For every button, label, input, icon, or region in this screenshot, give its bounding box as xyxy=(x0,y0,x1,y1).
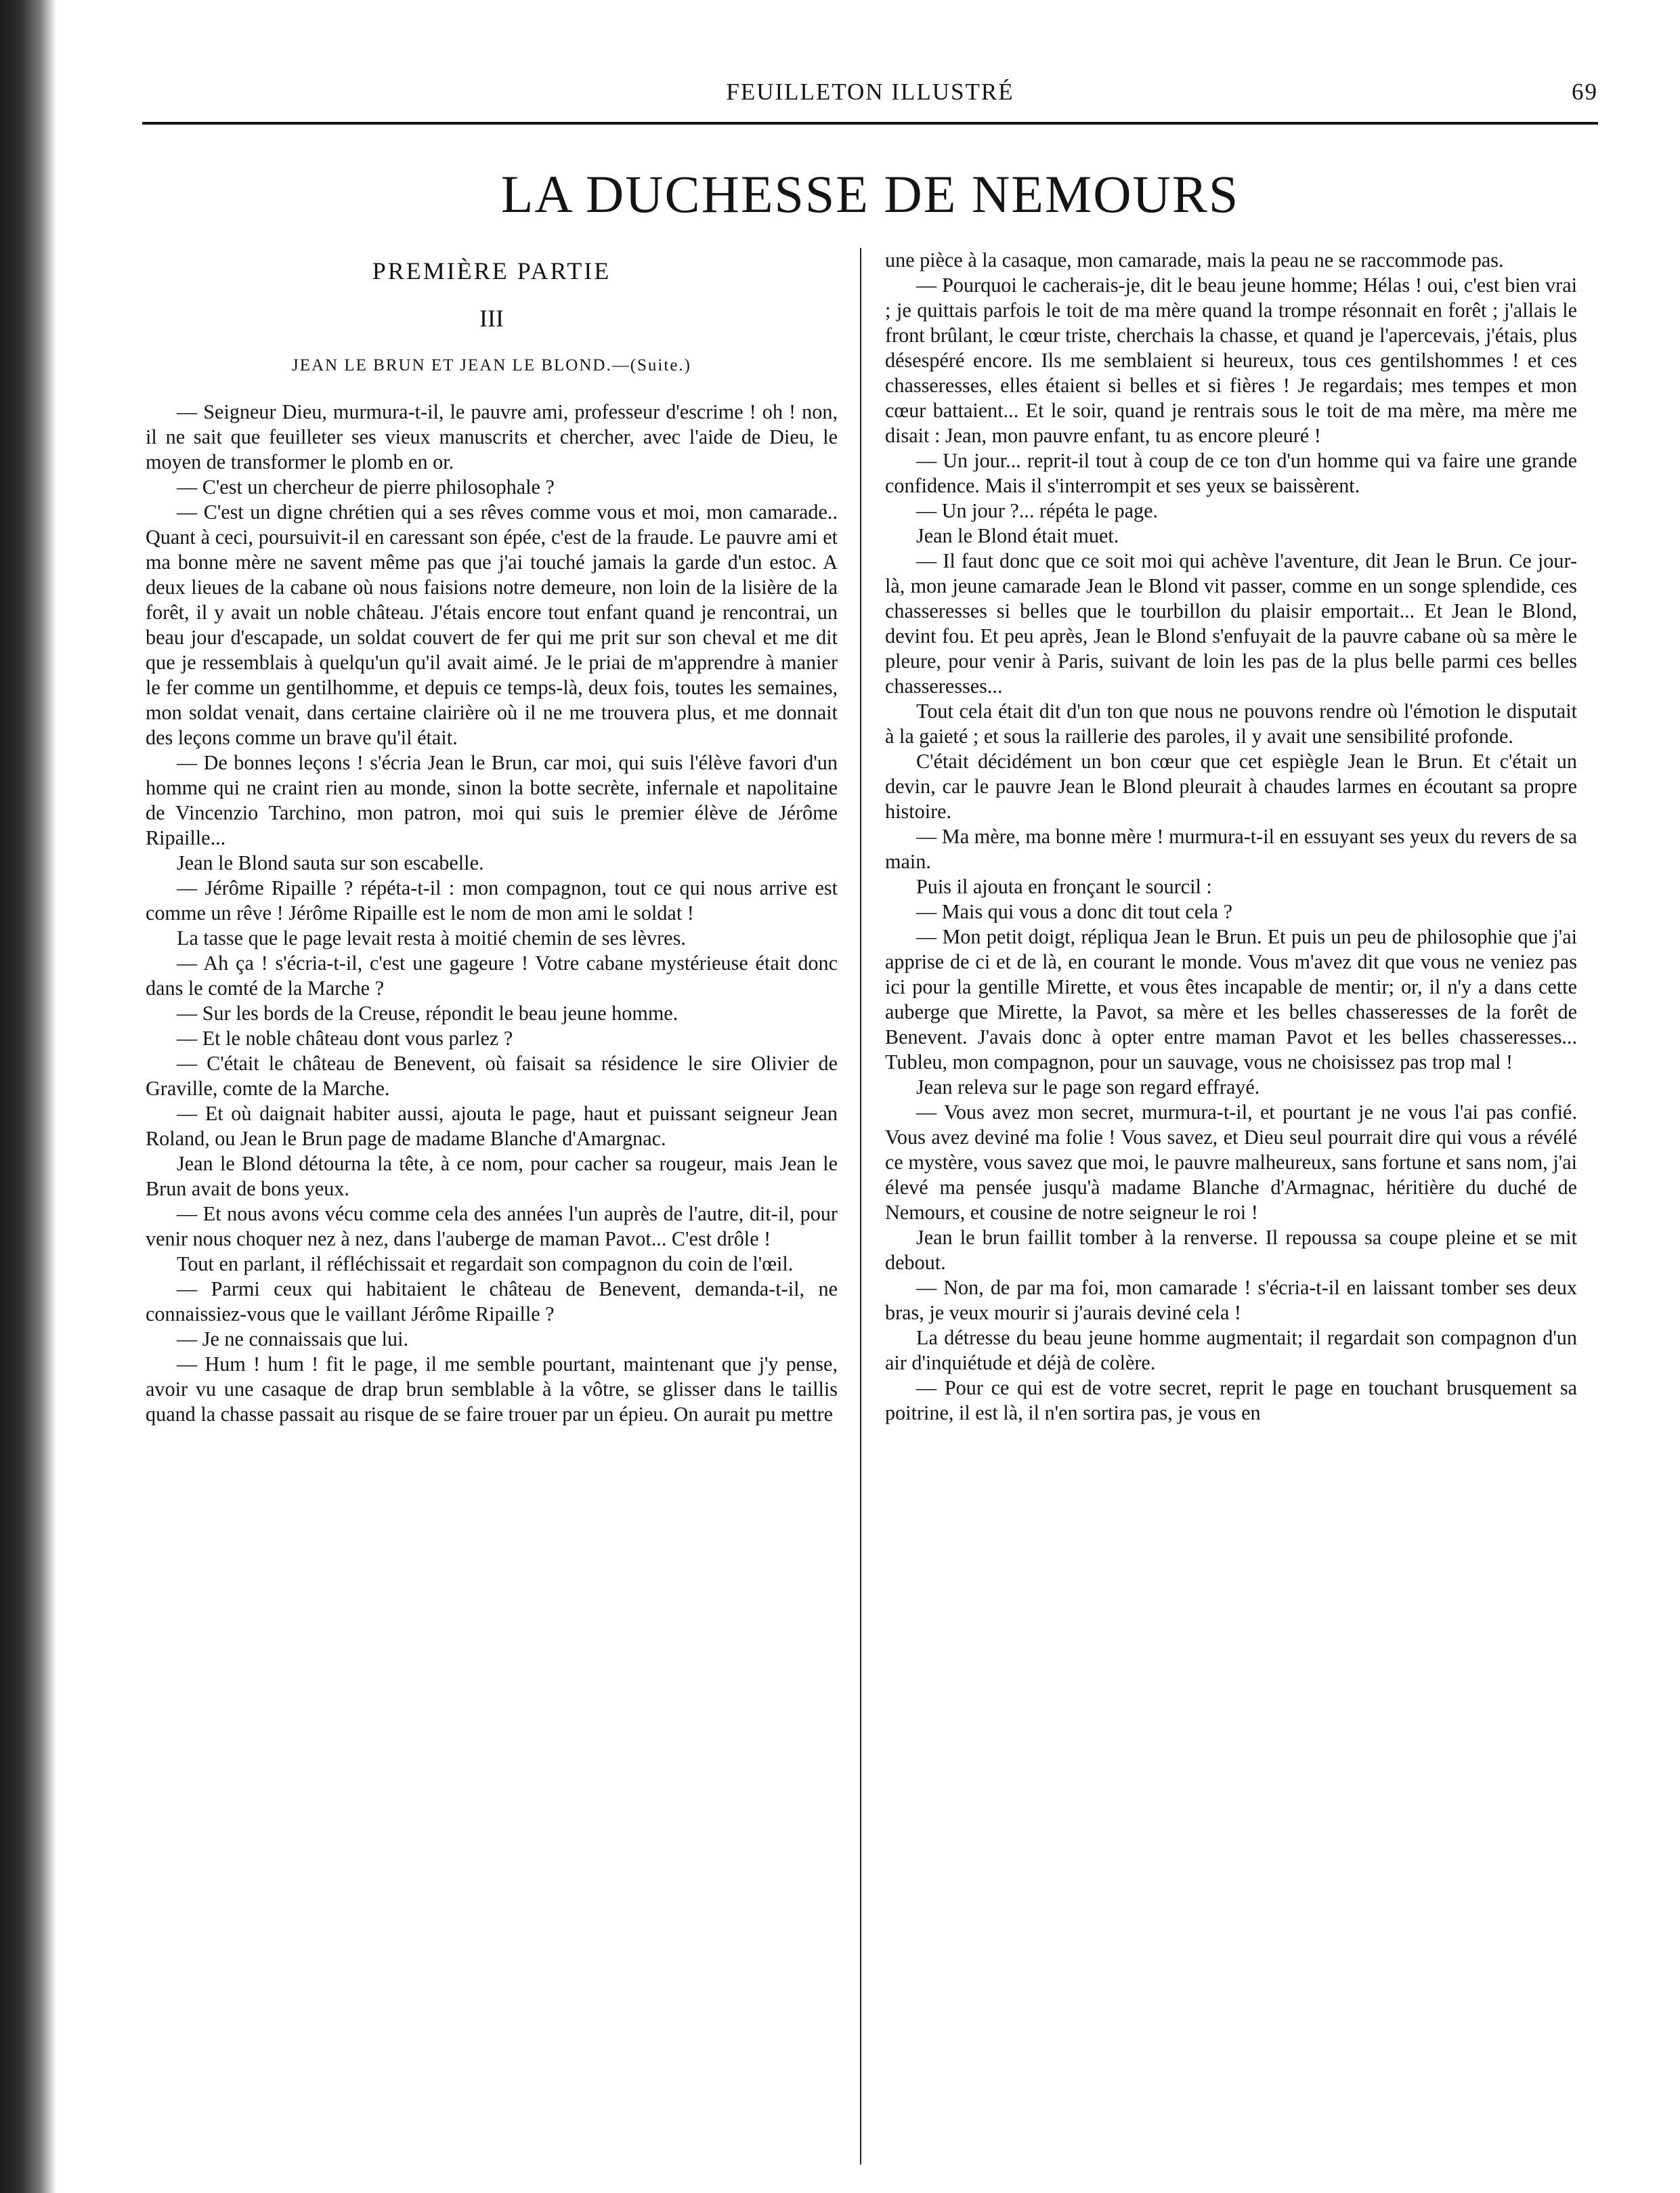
paragraph: — Parmi ceux qui habitaient le château de Benevent, demanda-t-il, ne connaissiez-vous que le vaillant Jérôme Ripaille ? xyxy=(146,1277,838,1325)
paragraph: La détresse du beau jeune homme augmentait; il regardait son compagnon d'un air d'inquiétude et déjà de colère. xyxy=(885,1326,1577,1374)
paragraph: Jean le Blond détourna la tête, à ce nom, pour cacher sa rougeur, mais Jean le Brun avait de bons yeux. xyxy=(146,1152,838,1200)
chapter-subtitle: JEAN LE BRUN ET JEAN LE BLOND.—(Suite.) xyxy=(292,356,691,375)
paragraph: — Pour ce qui est de votre secret, reprit le page en touchant brusquement sa poitrine, il est là, il n'en sortira pas, je vous en xyxy=(885,1376,1577,1424)
paragraph: — Non, de par ma foi, mon camarade ! s'écria-t-il en laissant tomber ses deux bras, je veux mourir si j'aurais deviné cela ! xyxy=(885,1276,1577,1324)
paragraph: Tout cela était dit d'un ton que nous ne pouvons rendre où l'émotion le disputait à la gaieté ; et sous la raillerie des paroles, il y avait une sensibilité profonde. xyxy=(885,700,1577,748)
paragraph: — Je ne connaissais que lui. xyxy=(177,1327,409,1350)
paragraph: — C'est un digne chrétien qui a ses rêves comme vous et moi, mon camarade.. Quant à ceci, poursuivit-il en caressant son épée, c'est de la fraude. Le pauvre ami et ma bonne mère ne savent même pas que j'ai touché jamais la garde d'un estoc. A deux lieues de la cabane où nous faisions notre demeure, non loin de la lisière de la forêt, il y avait un noble château. J'étais encore tout enfant quand je rencontrai, un beau jour d'escapade, un soldat couvert de fer qui me prit sur son cheval et me dit que je ressemblais à quelqu'un qu'il avait aimé. Je le priai de m'apprendre à manier le fer comme un gentilhomme, et depuis ce temps-là, deux fois, toutes les semaines, mon soldat venait, dans certaine clairière où il ne me trouvera plus, et me donnait des leçons comme un brave qu'il était. xyxy=(146,501,838,749)
right-column xyxy=(885,248,1577,2165)
column-rule xyxy=(860,248,861,2165)
page-header xyxy=(142,76,1598,116)
paragraph: — Un jour ?... répéta le page. xyxy=(916,499,1159,522)
paragraph: La tasse que le page levait resta à moitié chemin de ses lèvres. xyxy=(177,927,686,950)
paragraph: — Et où daignait habiter aussi, ajouta le page, haut et puissant seigneur Jean Roland, ou Jean le Brun page de madame Blanche d'Amargnac. xyxy=(146,1102,838,1150)
page-number: 69 xyxy=(1572,79,1598,105)
paragraph: une pièce à la casaque, mon camarade, mais la peau ne se raccommode pas. xyxy=(885,249,1504,272)
paragraph: Jean le Blond était muet. xyxy=(916,524,1119,547)
part-heading: PREMIÈRE PARTIE xyxy=(372,257,611,284)
paragraph: — Hum ! hum ! fit le page, il me semble pourtant, maintenant que j'y pense, avoir vu une casaque de drap brun semblable à la vôtre, se glisser dans le taillis quand la chasse passait au risque de se faire trouer par un épieu. On aurait pu mettre xyxy=(146,1353,838,1426)
book-binding-edge xyxy=(0,0,57,2193)
chapter-number: III xyxy=(479,305,504,332)
paragraph: — Un jour... reprit-il tout à coup de ce ton d'un homme qui va faire une grande confidence. Mais il s'interrompit et ses yeux se baissèrent. xyxy=(885,449,1577,497)
header-rule xyxy=(142,122,1598,125)
paragraph: — Mais qui vous a donc dit tout cela ? xyxy=(916,900,1232,923)
paragraph: Jean le brun faillit tomber à la renverse. Il repoussa sa coupe pleine et se mit debout. xyxy=(885,1226,1577,1274)
paragraph: — Et le noble château dont vous parlez ? xyxy=(177,1027,513,1050)
paragraph: — Ma mère, ma bonne mère ! murmura-t-il en essuyant ses yeux du revers de sa main. xyxy=(885,825,1577,873)
paragraph: Jean releva sur le page son regard effrayé. xyxy=(916,1076,1260,1099)
paragraph: — C'est un chercheur de pierre philosophale ? xyxy=(177,475,555,498)
paragraph: Puis il ajouta en fronçant le sourcil : xyxy=(916,875,1212,898)
paragraph: Tout en parlant, il réfléchissait et regardait son compagnon du coin de l'œil. xyxy=(177,1252,794,1275)
paragraph: — Jérôme Ripaille ? répéta-t-il : mon compagnon, tout ce qui nous arrive est comme un rêve ! Jérôme Ripaille est le nom de mon ami le soldat ! xyxy=(146,876,838,924)
paragraph: C'était décidément un bon cœur que cet espiègle Jean le Brun. Et c'était un devin, car le pauvre Jean le Blond pleurait à chaudes larmes en écoutant sa propre histoire. xyxy=(885,750,1577,823)
paragraph: — Pourquoi le cacherais-je, dit le beau jeune homme; Hélas ! oui, c'est bien vrai ; je quittais parfois le toit de ma mère quand la trompe résonnait en forêt ; j'allais le front brûlant, le cœur triste, cherchais la chasse, et quand je l'apercevais, j'étais, plus désespéré encore. Ils me semblaient si heureux, tous ces gentilshommes ! et ces chasseresses, elles étaient si belles et si fières ! Je regardais; mes tempes et mon cœur battaient... Et le soir, quand je rentrais sous le toit de ma mère, ma mère me disait : Jean, mon pauvre enfant, tu as encore pleuré ! xyxy=(885,274,1577,447)
article-title: LA DUCHESSE DE NEMOURS xyxy=(500,165,1240,223)
paragraph: — Et nous avons vécu comme cela des années l'un auprès de l'autre, dit-il, pour venir nous choquer nez à nez, dans l'auberge de maman Pavot... C'est drôle ! xyxy=(146,1202,838,1250)
paragraph: — Vous avez mon secret, murmura-t-il, et pourtant je ne vous l'ai pas confié. Vous avez deviné ma folie ! Vous savez, et Dieu seul pourrait dire qui vous a révélé ce mystère, vous savez que moi, le pauvre malheureux, sans fortune et sans nom, j'ai élevé ma pensée jusqu'à madame Blanche d'Armagnac, héritière du duché de Nemours, et cousine de notre seigneur le roi ! xyxy=(885,1101,1577,1224)
paragraph: Jean le Blond sauta sur son escabelle. xyxy=(177,851,484,874)
paragraph: — Sur les bords de la Creuse, répondit le beau jeune homme. xyxy=(177,1002,679,1025)
paragraph: — De bonnes leçons ! s'écria Jean le Brun, car moi, qui suis l'élève favori d'un homme qui ne craint rien au monde, sinon la botte secrète, infernale et napolitaine de Vincenzio Tarchino, mon patron, moi qui suis le premier élève de Jérôme Ripaille... xyxy=(146,751,838,849)
paragraph: — Mon petit doigt, répliqua Jean le Brun. Et puis un peu de philosophie que j'ai apprise de ci et de là, en courant le monde. Vous m'avez dit que vous ne veniez pas ici pour la gentille Mirette, et vous êtes incapable de mentir; or, il n'y a dans cette auberge que Mirette, la Pavot, sa mère et les belles chasseresses de la forêt de Benevent. J'avais donc à opter entre maman Pavot et les belles chasseresses... Tubleu, mon compagnon, pour un sauvage, vous ne choisissez pas trop mal ! xyxy=(885,925,1577,1073)
left-column xyxy=(146,248,838,2165)
paragraph: — Seigneur Dieu, murmura-t-il, le pauvre ami, professeur d'escrime ! oh ! non, il ne sait que feuilleter ses vieux manuscrits et chercher, avec l'aide de Dieu, le moyen de transformer le plomb en or. xyxy=(146,400,838,473)
paragraph: — C'était le château de Benevent, où faisait sa résidence le sire Olivier de Graville, comte de la Marche. xyxy=(146,1052,838,1100)
paragraph: — Ah ça ! s'écria-t-il, c'est une gageure ! Votre cabane mystérieuse était donc dans le comté de la Marche ? xyxy=(146,952,838,1000)
running-head: FEUILLETON ILLUSTRÉ xyxy=(726,79,1014,105)
paragraph: — Il faut donc que ce soit moi qui achève l'aventure, dit Jean le Brun. Ce jour-là, mon jeune camarade Jean le Blond vit passer, comme en un songe splendide, ces chasseresses si belles que le tourbillon du plaisir emportait... Et Jean le Blond, devint fou. Et peu après, Jean le Blond s'enfuyait de la pauvre cabane où sa mère le pleure, pour venir à Paris, suivant de loin les pas de la plus belle parmi ces belles chasseresses... xyxy=(885,549,1577,698)
